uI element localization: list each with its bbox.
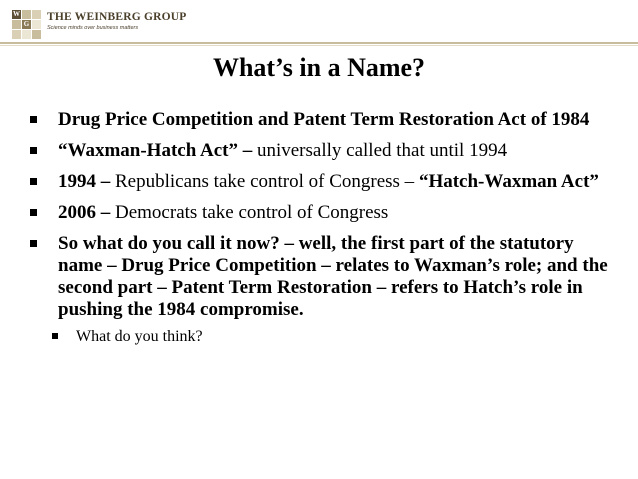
logo-mark-icon: W G <box>12 10 41 39</box>
bullet-list <box>28 109 608 347</box>
bullet-item: So what do you call it now? – well, the first part of the statutory name – Drug Price Competition – relates to Waxman’s role; and the second part – Patent Term Restoration – refers to Hatch’s role in pushing the 1984 compromise. <box>28 233 608 321</box>
slide-title: What’s in a Name? <box>212 53 426 82</box>
bullet-item: 1994 – Republicans take control of Congress – “Hatch-Waxman Act” <box>28 171 608 193</box>
square-bullet-icon <box>30 178 37 185</box>
company-logo <box>12 8 187 44</box>
bullet-item: “Waxman-Hatch Act” – universally called that until 1994 <box>28 140 608 162</box>
sub-bullet-item: What do you think? <box>28 327 608 347</box>
square-bullet-icon <box>30 240 37 247</box>
logo-name: THE WEINBERG GROUP <box>47 11 187 23</box>
square-bullet-icon <box>30 116 37 123</box>
header-divider-thin <box>0 45 638 46</box>
bullet-item: 2006 – Democrats take control of Congress <box>28 202 608 224</box>
bullet-item: Drug Price Competition and Patent Term Restoration Act of 1984 <box>28 109 608 131</box>
header-divider <box>0 42 638 44</box>
square-bullet-icon <box>52 333 58 339</box>
square-bullet-icon <box>30 209 37 216</box>
square-bullet-icon <box>30 147 37 154</box>
logo-tagline: Science minds over business matters <box>47 25 139 31</box>
